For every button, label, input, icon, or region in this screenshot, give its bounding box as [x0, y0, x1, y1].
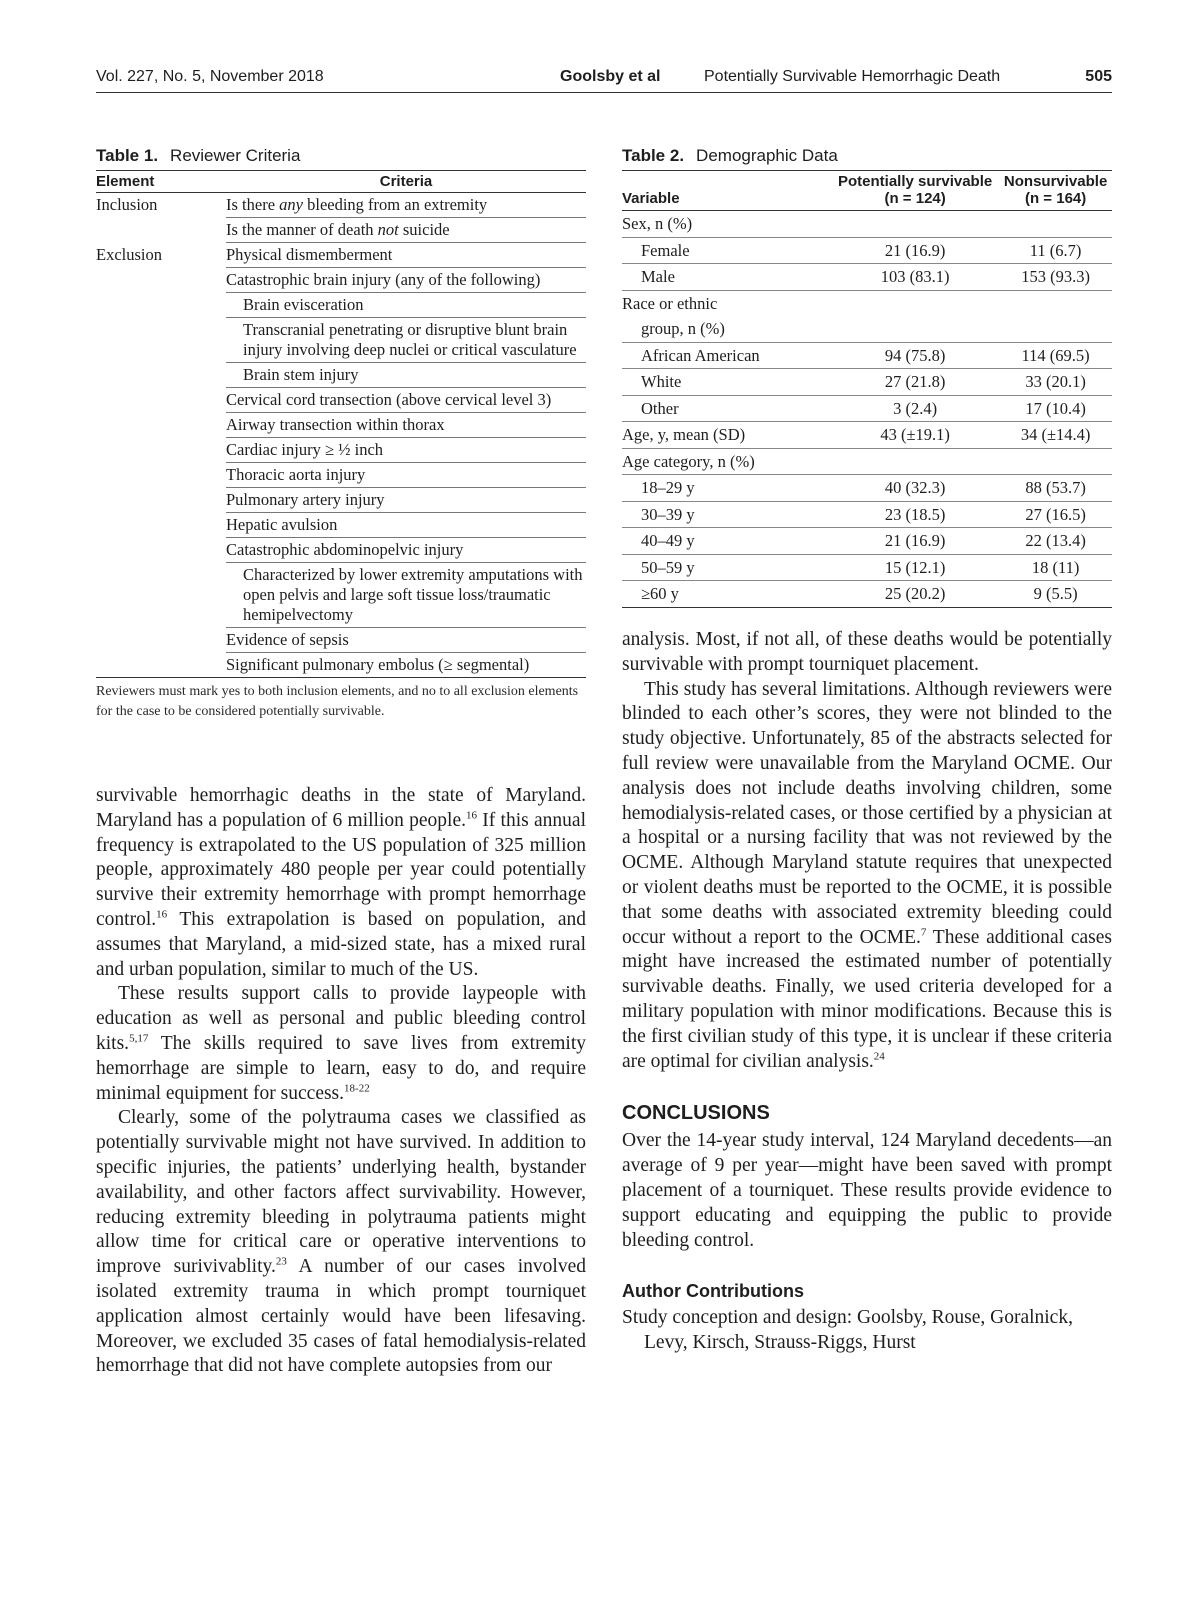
survivable-cell: 94 (75.8): [831, 342, 999, 369]
text-run: These results support calls to provide laypeople with education as well as personal and public bleeding control kits.: [96, 983, 586, 1054]
nonsurvivable-cell: [999, 448, 1112, 475]
criteria-cell: Brain evisceration: [226, 293, 586, 318]
paragraph: [96, 982, 586, 1106]
survivable-cell: 43 (±19.1): [831, 422, 999, 449]
survivable-cell: 23 (18.5): [831, 501, 999, 528]
criteria-cell: Catastrophic brain injury (any of the following): [226, 268, 586, 293]
element-cell: [96, 538, 226, 563]
survivable-cell: 103 (83.1): [831, 264, 999, 291]
right-body-text: [622, 628, 1112, 1356]
table-row: [622, 342, 1112, 369]
criteria-cell: [226, 218, 586, 243]
author-contributions-heading: Author Contributions: [622, 1281, 804, 1302]
criteria-text: bleeding from an extremity: [302, 195, 488, 214]
criteria-cell: Characterized by lower extremity amputations with open pelvis and large soft tissue loss/traumatic hemipelvectomy: [226, 563, 586, 628]
table-row: [622, 264, 1112, 291]
element-cell: [96, 268, 226, 293]
table-row: [96, 438, 586, 463]
variable-cell: Age category, n (%): [622, 448, 831, 475]
criteria-cell: Physical dismemberment: [226, 243, 586, 268]
nonsurvivable-cell: [999, 211, 1112, 238]
element-cell: [96, 513, 226, 538]
nonsurvivable-cell: 11 (6.7): [999, 237, 1112, 264]
table-row: [96, 413, 586, 438]
variable-cell: 18–29 y: [622, 475, 831, 502]
running-title: Potentially Survivable Hemorrhagic Death: [704, 68, 1001, 85]
criteria-cell: Cervical cord transection (above cervical level 3): [226, 388, 586, 413]
survivable-cell: 15 (12.1): [831, 554, 999, 581]
col-element: Element: [96, 171, 226, 193]
table-row: [96, 628, 586, 653]
criteria-cell: Transcranial penetrating or disruptive blunt brain injury involving deep nuclei or critical vasculature: [226, 318, 586, 363]
citation: 5,17: [129, 1032, 149, 1045]
nonsurvivable-cell: 18 (11): [999, 554, 1112, 581]
col-criteria: Criteria: [226, 171, 586, 193]
table-row: [96, 293, 586, 318]
survivable-cell: 27 (21.8): [831, 369, 999, 396]
left-body-text: [96, 784, 586, 1379]
table-row: [96, 513, 586, 538]
nonsurvivable-cell: 27 (16.5): [999, 501, 1112, 528]
table-row: [622, 448, 1112, 475]
survivable-cell: 3 (2.4): [831, 395, 999, 422]
survivable-cell: 21 (16.9): [831, 237, 999, 264]
table-row: [96, 243, 586, 268]
nonsurvivable-cell: 22 (13.4): [999, 528, 1112, 555]
criteria-text: suicide: [398, 220, 450, 239]
citation: 24: [873, 1050, 885, 1063]
table-row: [622, 211, 1112, 238]
variable-cell: Male: [622, 264, 831, 291]
author-contributions-text: Study conception and design: Goolsby, Rouse, Goralnick, Levy, Kirsch, Strauss-Riggs, Hurst: [622, 1307, 1073, 1354]
citation: 18-22: [344, 1082, 370, 1095]
table-row: [96, 538, 586, 563]
element-cell: [96, 438, 226, 463]
header-line: Potentially survivable: [838, 173, 993, 190]
variable-cell: African American: [622, 342, 831, 369]
col-potentially-survivable: [831, 171, 999, 211]
criteria-text: Is the manner of death: [226, 220, 378, 239]
col-nonsurvivable: [999, 171, 1112, 211]
variable-cell: Race or ethnic: [622, 293, 718, 313]
text-run: This study has several limitations. Although reviewers were blinded to each other’s scores, they were not blinded to the study objective. Unfortunately, 85 of the abstracts selected for full review were unavailable from the Maryland OCME. Our analysis does not include deaths involving children, some hemodialysis-related cases, or those certified by a physician at a hospital or a nursing facility that was not reviewed by the OCME. Although Maryland statute requires that unexpected or violent deaths must be reported to the OCME, it is possible that some deaths with associated extremity bleeding could occur without a report to the OCME.: [622, 678, 1112, 948]
demographic-data-table: [622, 170, 1112, 608]
variable-cell: 30–39 y: [622, 501, 831, 528]
header-line: (n = 124): [884, 190, 946, 207]
text-run: The skills required to save lives from extremity hemorrhage are simple to learn, easy to do, and require minimal equipment for success.: [96, 1032, 586, 1104]
table2-title: Demographic Data: [696, 146, 838, 165]
element-cell: [96, 218, 226, 243]
variable-cell: 50–59 y: [622, 554, 831, 581]
text-run: survivable hemorrhagic deaths in the state of Maryland. Maryland has a population of 6 million people.: [96, 785, 586, 831]
survivable-cell: [831, 290, 999, 316]
element-cell: [96, 488, 226, 513]
nonsurvivable-cell: 88 (53.7): [999, 475, 1112, 502]
header-line: (n = 164): [1024, 190, 1087, 207]
table1-label: Table 1.: [96, 146, 159, 165]
criteria-cell: Cardiac injury ≥ ½ inch: [226, 438, 586, 463]
nonsurvivable-cell: 9 (5.5): [999, 581, 1112, 608]
table-row: [96, 218, 586, 243]
running-authors: Goolsby et al: [560, 68, 661, 85]
table-row: [622, 554, 1112, 581]
element-cell: [96, 563, 226, 628]
variable-cell: White: [622, 369, 831, 396]
paragraph: analysis. Most, if not all, of these deaths would be potentially survivable with prompt tourniquet placement.: [622, 629, 1112, 675]
nonsurvivable-cell: 114 (69.5): [999, 342, 1112, 369]
header-line: Nonsurvivable: [1003, 173, 1108, 190]
paragraph: [96, 784, 586, 982]
element-cell: Exclusion: [96, 244, 162, 264]
conclusions-paragraph: Over the 14-year study interval, 124 Maryland decedents—an average of 9 per year—might have been saved with prompt placement of a tourniquet. These results provide evidence to support educating and equipping the public to provide bleeding control.: [622, 1130, 1112, 1251]
element-cell: [96, 388, 226, 413]
criteria-cell: Significant pulmonary embolus (≥ segmental): [226, 653, 586, 678]
variable-cell: Age, y, mean (SD): [622, 422, 831, 449]
element-cell: Inclusion: [96, 195, 158, 214]
text-run: Clearly, some of the polytrauma cases we classified as potentially survivable might not have survived. In addition to specific injuries, the patients’ underlying health, bystander availability, and other factors affect survivability. However, reducing extremity bleeding in polytrauma patients might allow time for critical care or operative interventions to improve surivivablity.: [96, 1107, 586, 1278]
table-row: [622, 290, 1112, 316]
survivable-cell: [831, 316, 999, 342]
element-cell: [96, 628, 226, 653]
table1-caption: [96, 146, 586, 166]
variable-cell: Sex, n (%): [622, 211, 831, 238]
survivable-cell: [831, 448, 999, 475]
survivable-cell: [831, 211, 999, 238]
nonsurvivable-cell: 153 (93.3): [999, 264, 1112, 291]
table-row: [96, 653, 586, 678]
nonsurvivable-cell: 17 (10.4): [999, 395, 1112, 422]
table-row: [622, 501, 1112, 528]
criteria-text: Is there: [226, 195, 280, 214]
text-run: This extrapolation is based on population, and assumes that Maryland, a mid-sized state, has a mixed rural and urban population, similar to much of the US.: [96, 908, 586, 980]
table-row: [96, 268, 586, 293]
variable-cell: 40–49 y: [622, 528, 831, 555]
criteria-cell: Airway transection within thorax: [226, 413, 586, 438]
table-row: [96, 388, 586, 413]
citation: 23: [275, 1255, 287, 1268]
text-run: These additional cases might have increased the estimated number of potentially survivable deaths. Finally, we used criteria developed for a military population with minor modifications. Because this is the first civilian study of this type, it is unclear if these criteria are optimal for civilian analysis.: [622, 926, 1112, 1072]
paragraph: [96, 1106, 586, 1379]
table-row: [622, 316, 1112, 342]
criteria-emphasis: any: [279, 195, 303, 214]
variable-cell: Other: [622, 395, 831, 422]
criteria-cell: Hepatic avulsion: [226, 513, 586, 538]
citation: 7: [920, 926, 927, 939]
table2-label: Table 2.: [622, 146, 685, 165]
reviewer-criteria-table: [96, 170, 586, 678]
element-cell: [96, 363, 226, 388]
criteria-cell: Evidence of sepsis: [226, 628, 586, 653]
right-column: [622, 146, 1112, 608]
survivable-cell: 25 (20.2): [831, 581, 999, 608]
left-column: [96, 146, 586, 722]
criteria-cell: Catastrophic abdominopelvic injury: [226, 538, 586, 563]
variable-cell: group, n (%): [622, 316, 831, 342]
citation: 16: [156, 908, 168, 921]
journal-volume: Vol. 227, No. 5, November 2018: [96, 68, 324, 85]
table-row: [622, 369, 1112, 396]
table1-title: Reviewer Criteria: [170, 146, 301, 165]
table-row: [622, 581, 1112, 608]
element-cell: [96, 463, 226, 488]
element-cell: [96, 318, 226, 363]
element-cell: [96, 413, 226, 438]
text-run: A number of our cases involved isolated extremity trauma in which prompt tourniquet application almost certainly would have been lifesaving. Moreover, we excluded 35 cases of fatal hemodialysis-related hemorrhage that did not have complete autopsies from our: [96, 1256, 586, 1377]
page-number: 505: [1085, 68, 1112, 85]
survivable-cell: 21 (16.9): [831, 528, 999, 555]
nonsurvivable-cell: 34 (±14.4): [999, 422, 1112, 449]
table-row: [96, 363, 586, 388]
element-cell: [96, 293, 226, 318]
element-cell: [96, 653, 226, 678]
table-row: [622, 395, 1112, 422]
criteria-cell: [226, 193, 586, 218]
variable-cell: Female: [622, 237, 831, 264]
table-row: [622, 237, 1112, 264]
citation: 16: [466, 809, 478, 822]
criteria-cell: Thoracic aorta injury: [226, 463, 586, 488]
table-row: [622, 528, 1112, 555]
variable-cell: ≥60 y: [622, 581, 831, 608]
table-row: [622, 475, 1112, 502]
nonsurvivable-cell: [999, 290, 1112, 316]
nonsurvivable-cell: [999, 316, 1112, 342]
table1-footnote: Reviewers must mark yes to both inclusion elements, and no to all exclusion elements for the case to be considered potentially survivable.: [96, 684, 579, 719]
paragraph: [622, 678, 1112, 1075]
running-header: [96, 66, 1112, 93]
nonsurvivable-cell: 33 (20.1): [999, 369, 1112, 396]
table-row: [96, 563, 586, 628]
criteria-cell: Pulmonary artery injury: [226, 488, 586, 513]
table-row: [622, 422, 1112, 449]
survivable-cell: 40 (32.3): [831, 475, 999, 502]
criteria-cell: Brain stem injury: [226, 363, 586, 388]
table2-caption: [622, 146, 1112, 166]
table-row: [96, 463, 586, 488]
col-variable: Variable: [622, 171, 831, 211]
criteria-emphasis: not: [377, 220, 399, 239]
table-row: [96, 488, 586, 513]
conclusions-heading: CONCLUSIONS: [622, 1102, 770, 1125]
table-row: [96, 318, 586, 363]
text-run: If this annual frequency is extrapolated to the US population of 325 million people, approximately 480 people per year could potentially survive their extremity hemorrhage with prompt hemorrhage control.: [96, 809, 586, 930]
table-row: [96, 193, 586, 218]
